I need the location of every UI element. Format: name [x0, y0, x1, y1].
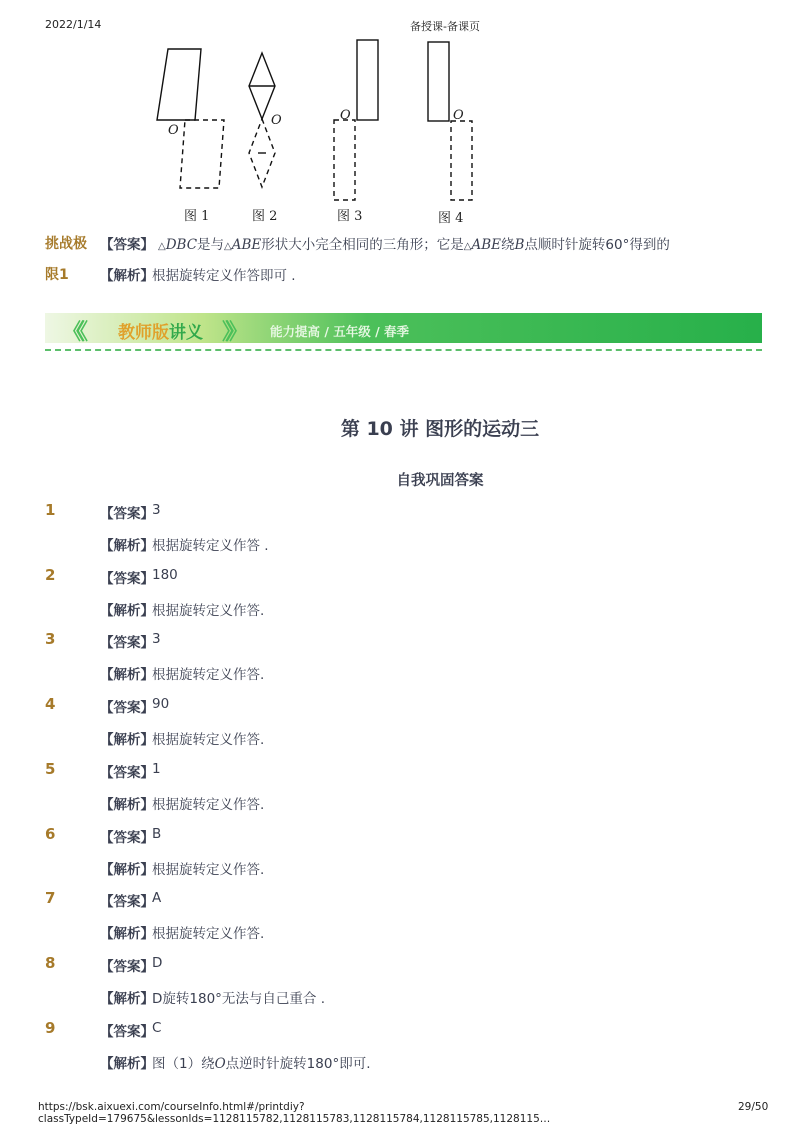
- analysis-tag: 【解析】: [100, 926, 154, 942]
- fig3-rectangle: [357, 40, 378, 120]
- print-title: 备授课-备课页: [410, 20, 480, 33]
- fig4-caption: 图 4: [438, 211, 464, 226]
- analysis-text: 根据旋转定义作答.: [152, 797, 265, 813]
- item-number: 3: [45, 630, 56, 648]
- fig2-caption: 图 2: [252, 209, 278, 224]
- fig4-center-label: O: [453, 108, 464, 123]
- fig1-parallelogram: [157, 49, 201, 120]
- analysis-tag: 【解析】: [100, 667, 154, 683]
- print-date: 2022/1/14: [45, 18, 102, 31]
- item-number: 6: [45, 825, 56, 843]
- analysis-tag: 【解析】: [100, 538, 154, 554]
- answer-tag: 【答案】: [100, 700, 154, 716]
- answer-value: 90: [152, 696, 170, 712]
- banner-title: 教师版讲义: [118, 323, 203, 343]
- section-title: 自我巩固答案: [396, 473, 484, 489]
- answer-tag: 【答案】: [100, 635, 154, 651]
- analysis-text: D旋转180°无法与自己重合 .: [152, 991, 325, 1007]
- challenge-analysis-tag: 【解析】: [100, 268, 154, 284]
- rotation-figures: [140, 30, 520, 230]
- answer-value: 180: [152, 567, 178, 583]
- fig1-center-label: O: [168, 123, 179, 138]
- item-number: 8: [45, 954, 56, 972]
- analysis-text: 根据旋转定义作答.: [152, 732, 265, 748]
- challenge-label-line1: 挑战极: [45, 236, 87, 252]
- banner-subtitle: 能力提高 / 五年级 / 春季: [270, 324, 410, 339]
- analysis-tag: 【解析】: [100, 991, 154, 1007]
- answer-value: B: [152, 826, 162, 842]
- answer-value: A: [152, 890, 162, 906]
- analysis-tag: 【解析】: [100, 797, 154, 813]
- answer-value: C: [152, 1020, 162, 1036]
- answer-value: 3: [152, 502, 161, 518]
- answer-tag: 【答案】: [100, 959, 154, 975]
- analysis-text: 根据旋转定义作答 .: [152, 538, 269, 554]
- answer-tag: 【答案】: [100, 506, 154, 522]
- answer-tag: 【答案】: [100, 1024, 154, 1040]
- analysis-text: 根据旋转定义作答.: [152, 667, 265, 683]
- fig4-rectangle-rotated: [451, 121, 472, 200]
- item-number: 9: [45, 1019, 56, 1037]
- analysis-tag: 【解析】: [100, 603, 154, 619]
- analysis-tag: 【解析】: [100, 862, 154, 878]
- analysis-tag: 【解析】: [100, 1056, 154, 1072]
- banner-dashed-divider: [45, 349, 762, 351]
- footer-url: https://bsk.aixuexi.com/courseInfo.html#/printdiy?classTypeId=179675&lessonIds=1128115782,1128115783,1128115784,1128115785,1128115…: [38, 1101, 551, 1125]
- answer-value: 3: [152, 631, 161, 647]
- banner-left-chevrons: 《《: [62, 320, 82, 345]
- fig3-caption: 图 3: [337, 209, 363, 224]
- analysis-text: 根据旋转定义作答.: [152, 603, 265, 619]
- fig3-center-label: O: [340, 108, 351, 123]
- item-number: 4: [45, 695, 56, 713]
- banner-right-chevrons: 》》: [222, 320, 242, 345]
- answer-tag: 【答案】: [100, 571, 154, 587]
- footer-page-number: 29/50: [738, 1101, 769, 1113]
- item-number: 7: [45, 889, 56, 907]
- answer-tag: 【答案】: [100, 830, 154, 846]
- answer-value: 1: [152, 761, 161, 777]
- answer-tag: 【答案】: [100, 765, 154, 781]
- item-number: 1: [45, 501, 56, 519]
- analysis-text: 根据旋转定义作答.: [152, 926, 265, 942]
- challenge-answer-text: △DBC是与△ABE形状大小完全相同的三角形；它是△ABE绕B点顺时针旋转60°得到的: [158, 237, 670, 253]
- answer-value: D: [152, 955, 163, 971]
- challenge-answer-tag: 【答案】: [100, 237, 154, 253]
- analysis-tag: 【解析】: [100, 732, 154, 748]
- challenge-label-line2: 限1: [45, 267, 69, 283]
- challenge-analysis-text: 根据旋转定义作答即可 .: [152, 268, 296, 284]
- fig3-rectangle-rotated: [334, 120, 355, 200]
- analysis-text: 根据旋转定义作答.: [152, 862, 265, 878]
- fig1-caption: 图 1: [184, 209, 210, 224]
- fig1-parallelogram-rotated: [180, 120, 224, 188]
- item-number: 5: [45, 760, 56, 778]
- analysis-text: 图（1）绕O点逆时针旋转180°即可.: [152, 1056, 371, 1072]
- fig4-rectangle: [428, 42, 449, 121]
- item-number: 2: [45, 566, 56, 584]
- lecture-title: 第 10 讲 图形的运动三: [340, 418, 540, 440]
- answer-tag: 【答案】: [100, 894, 154, 910]
- fig2-center-label: O: [271, 113, 282, 128]
